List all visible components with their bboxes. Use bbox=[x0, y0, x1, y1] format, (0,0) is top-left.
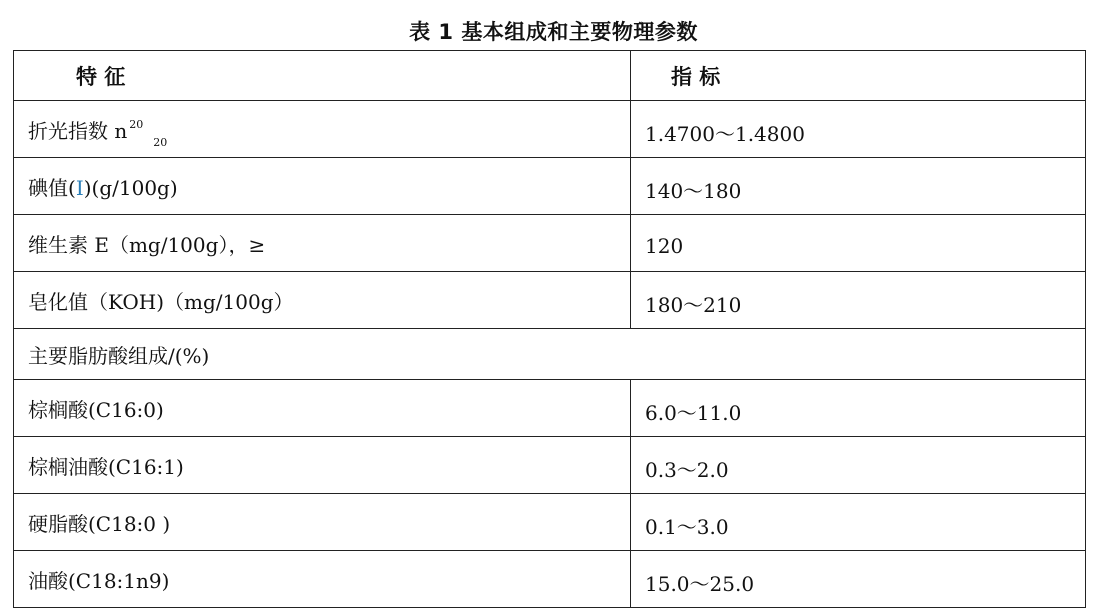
table-row bbox=[14, 380, 1086, 437]
table-row bbox=[14, 215, 1086, 272]
header-indicator: 指 标 bbox=[631, 51, 1086, 101]
superscript: 20 bbox=[129, 117, 144, 131]
row-value: 0.1～3.0 bbox=[631, 494, 1086, 551]
table-header-row bbox=[14, 51, 1086, 101]
roman-numeral: I bbox=[75, 175, 84, 200]
table-row bbox=[14, 158, 1086, 215]
label-text: 折光指数 n bbox=[28, 118, 128, 143]
table-caption: 表 1 基本组成和主要物理参数 bbox=[409, 20, 698, 44]
table-row bbox=[14, 101, 1086, 158]
row-value: 140～180 bbox=[631, 158, 1086, 215]
row-label: 维生素 E（mg/100g），≥ bbox=[14, 215, 631, 272]
row-value: 1.4700～1.4800 bbox=[631, 101, 1086, 158]
table-row bbox=[14, 437, 1086, 494]
table-row bbox=[14, 272, 1086, 329]
row-value: 15.0～25.0 bbox=[631, 551, 1086, 608]
header-feature: 特 征 bbox=[14, 51, 631, 101]
table-row bbox=[14, 494, 1086, 551]
parameters-table bbox=[13, 50, 1086, 608]
section-row bbox=[14, 329, 1086, 380]
row-label: 硬脂酸(C18:0 ) bbox=[14, 494, 631, 551]
row-value: 180～210 bbox=[631, 272, 1086, 329]
row-value: 0.3～2.0 bbox=[631, 437, 1086, 494]
subscript: 20 bbox=[153, 135, 168, 149]
label-text: 碘值( bbox=[28, 175, 76, 200]
row-label bbox=[14, 101, 631, 158]
row-label bbox=[14, 158, 631, 215]
row-value: 6.0～11.0 bbox=[631, 380, 1086, 437]
row-label: 油酸(C18:1n9) bbox=[14, 551, 631, 608]
section-label: 主要脂肪酸组成/(%) bbox=[14, 329, 1086, 380]
row-label: 棕榈酸(C16:0) bbox=[14, 380, 631, 437]
table-row bbox=[14, 551, 1086, 608]
label-text-suffix: )(g/100g) bbox=[83, 175, 178, 200]
row-label: 皂化值（KOH)（mg/100g） bbox=[14, 272, 631, 329]
row-label: 棕榈油酸(C16:1) bbox=[14, 437, 631, 494]
row-value: 120 bbox=[631, 215, 1086, 272]
